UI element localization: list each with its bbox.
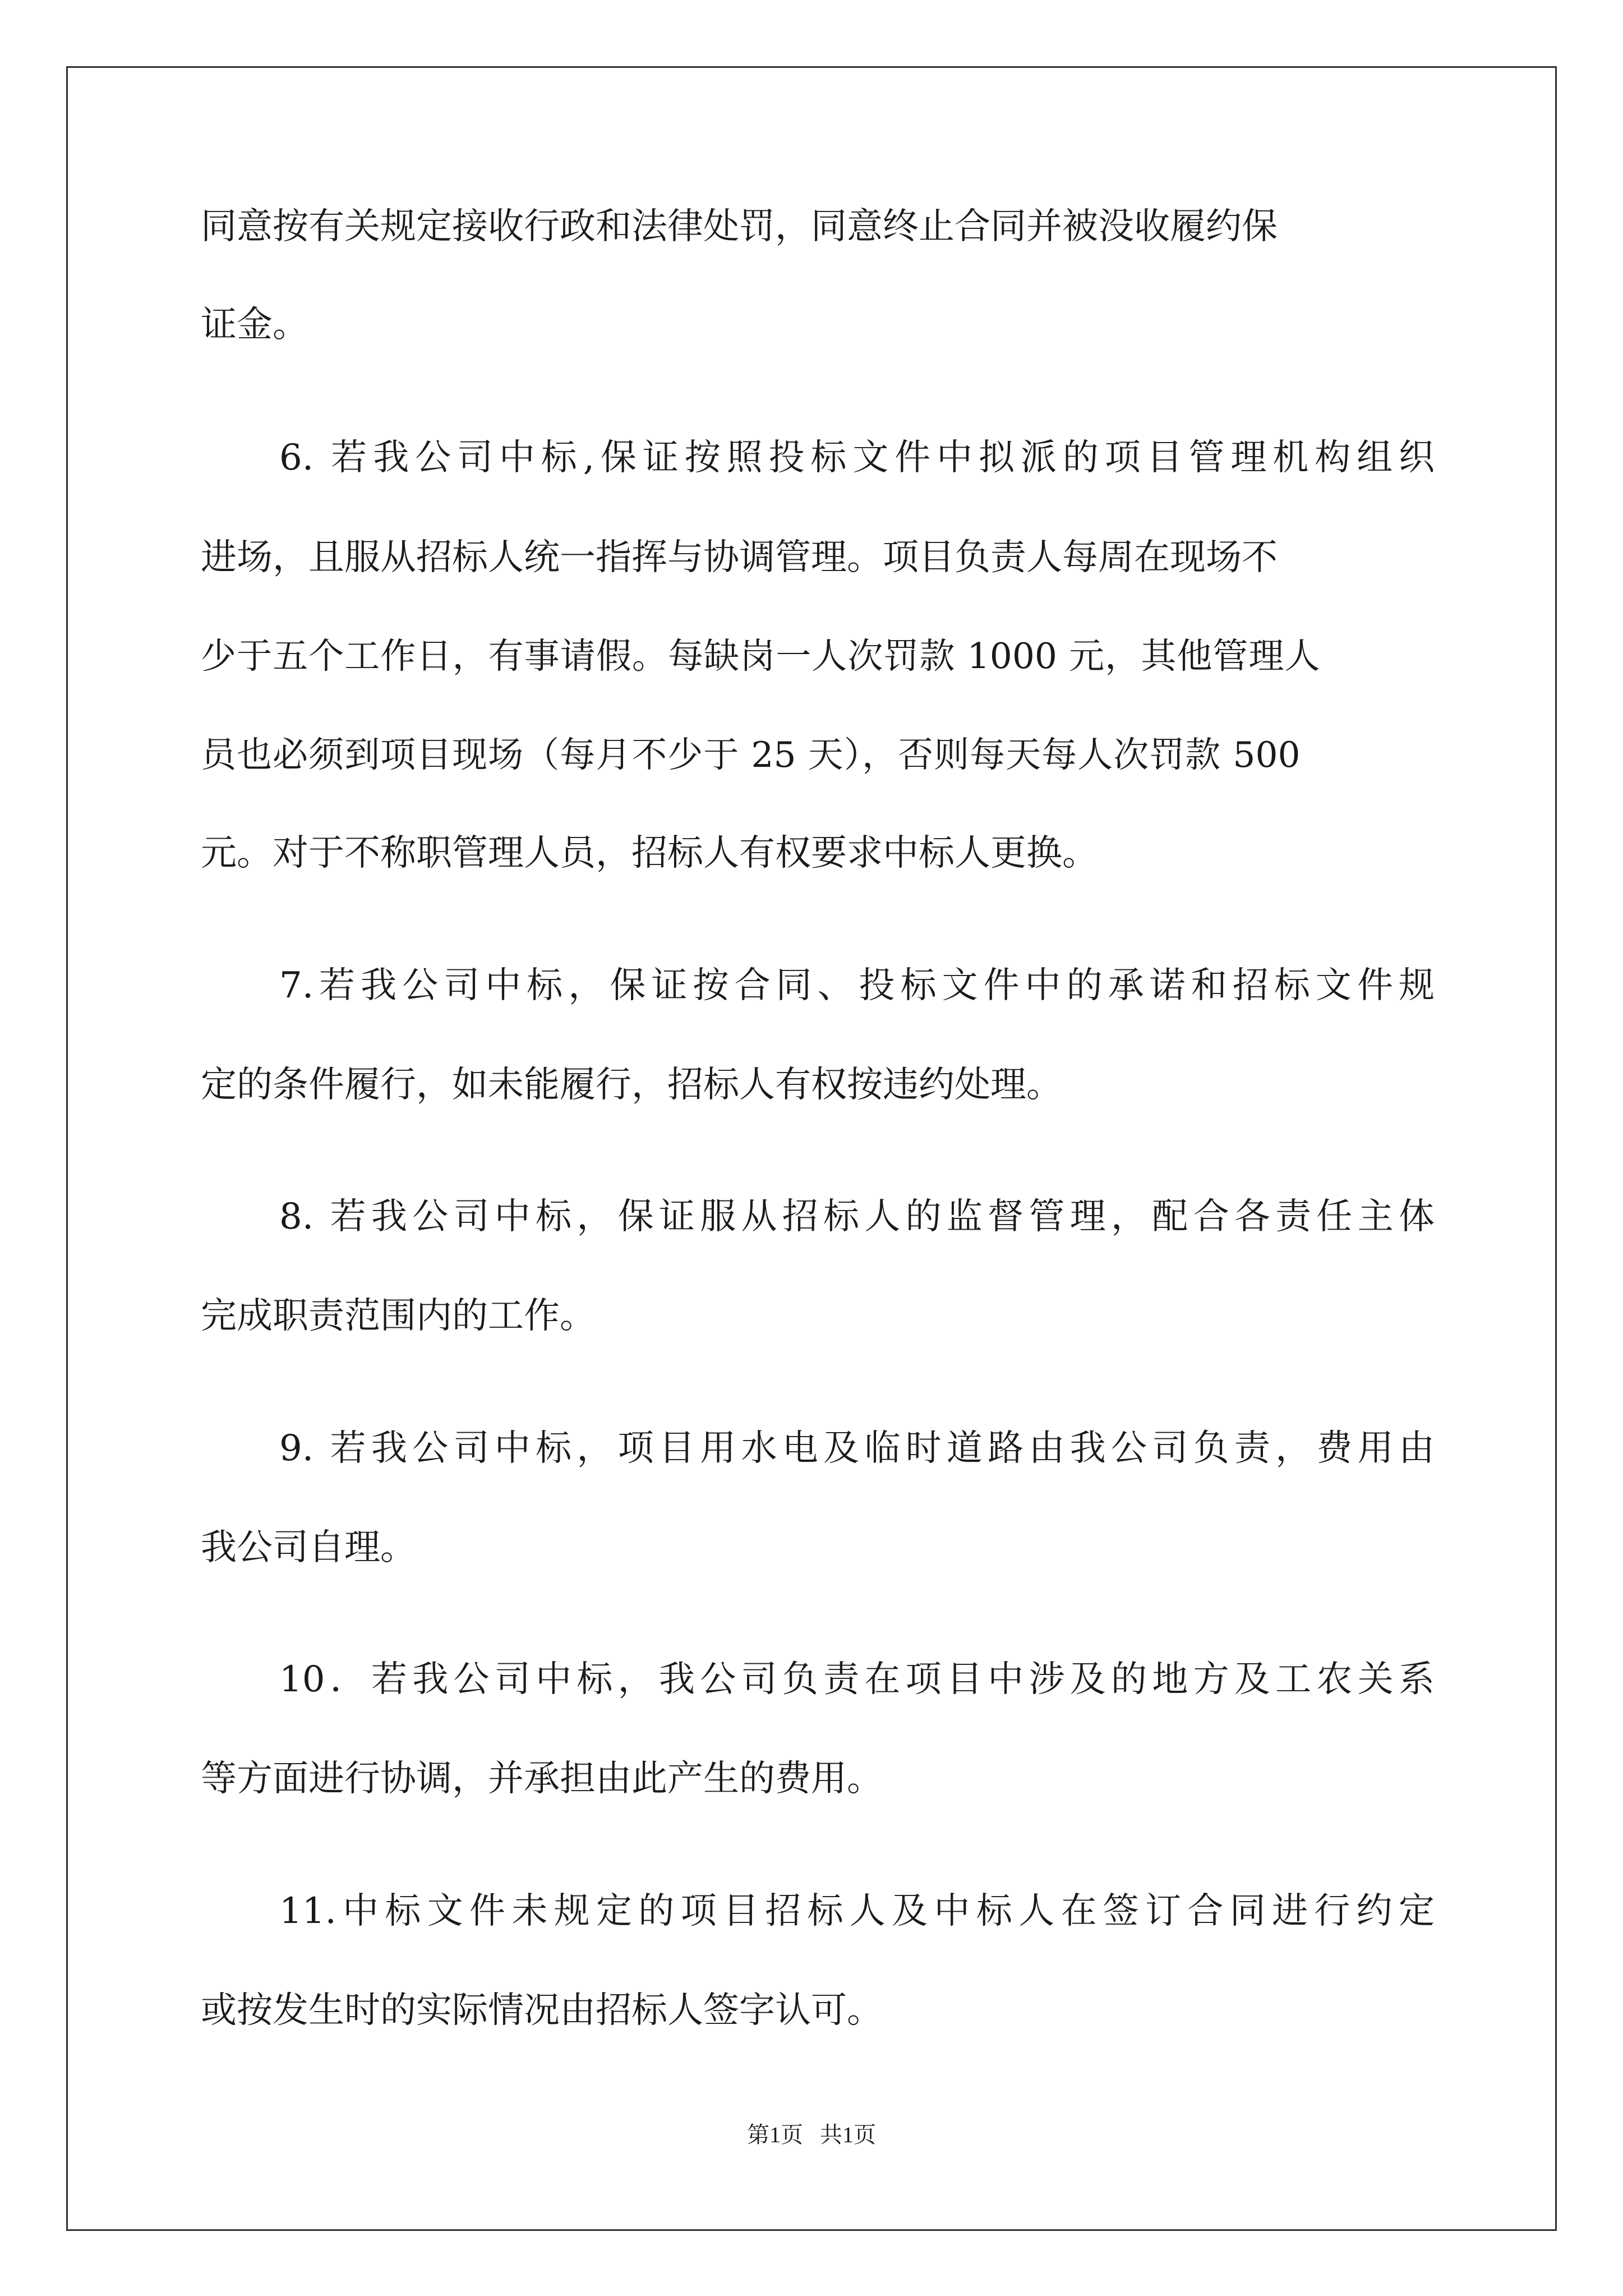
item-6-line-1: 6. 若我公司中标,保证按照投标文件中拟派的项目管理机构组织 [279, 437, 1435, 478]
item-7-line-1: 7.若我公司中标，保证按合同、投标文件中的承诺和招标文件规 [279, 965, 1435, 1006]
item-11-line-2: 或按发生时的实际情况由招标人签字认可。 [201, 1990, 883, 2031]
item-6-line-5: 元。对于不称职管理人员，招标人有权要求中标人更换。 [201, 832, 1098, 874]
item-6-line-2: 进场，且服从招标人统一指挥与协调管理。项目负责人每周在现场不 [201, 537, 1278, 578]
text-line-2: 证金。 [201, 304, 308, 346]
item-11-line-1: 11.中标文件未规定的项目招标人及中标人在签订合同进行约定 [279, 1890, 1435, 1932]
item-8-line-2: 完成职责范围内的工作。 [201, 1295, 596, 1337]
page-number: 第1页 [747, 2122, 803, 2147]
item-9-line-1: 9. 若我公司中标，项目用水电及临时道路由我公司负责，费用由 [279, 1428, 1435, 1469]
text-line-1: 同意按有关规定接收行政和法律处罚，同意终止合同并被没收履约保 [201, 206, 1278, 247]
page-footer [0, 2122, 1623, 2148]
item-6-line-4: 员也必须到项目现场（每月不少于 25 天），否则每天每人次罚款 500 [201, 734, 1301, 775]
item-10-line-2: 等方面进行协调，并承担由此产生的费用。 [201, 1758, 883, 1800]
item-7-line-2: 定的条件履行，如未能履行，招标人有权按违约处理。 [201, 1064, 1062, 1106]
item-10-line-1: 10．若我公司中标，我公司负责在项目中涉及的地方及工农关系 [279, 1659, 1435, 1700]
item-6-line-3: 少于五个工作日，有事请假。每缺岗一人次罚款 1000 元，其他管理人 [201, 636, 1320, 677]
item-8-line-1: 8. 若我公司中标，保证服从招标人的监督管理，配合各责任主体 [279, 1196, 1435, 1237]
item-9-line-2: 我公司自理。 [201, 1527, 416, 1568]
page-total: 共1页 [820, 2122, 876, 2147]
